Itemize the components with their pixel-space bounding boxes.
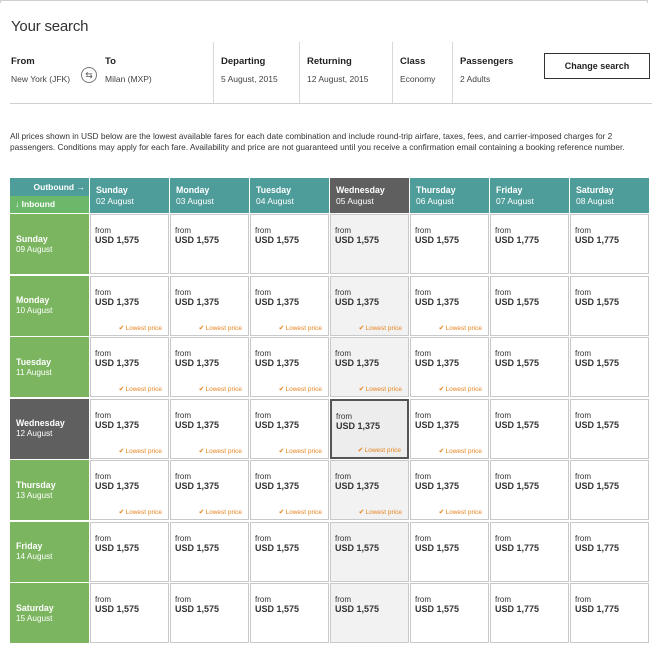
fare-price: USD 1,375: [415, 358, 460, 368]
fare-cell[interactable]: [330, 522, 409, 582]
fare-cell[interactable]: [490, 214, 569, 274]
fare-cell[interactable]: [330, 214, 409, 274]
row-day: Friday: [16, 541, 43, 551]
checkmark-icon: ✔: [198, 324, 205, 332]
from-text: from: [95, 410, 111, 420]
from-text: from: [255, 533, 271, 543]
from-text: from: [575, 410, 591, 420]
from-text: from: [575, 349, 591, 358]
checkmark-icon: ✔: [358, 324, 365, 332]
fare-price: USD 1,575: [175, 542, 220, 553]
row-day: Monday: [16, 295, 50, 305]
from-text: from: [335, 533, 351, 543]
inbound-date-header: [10, 337, 89, 397]
fare-cell[interactable]: [570, 337, 649, 397]
header-day: Wednesday: [336, 185, 385, 195]
from-text: from: [415, 595, 431, 604]
from-text: from: [175, 533, 191, 543]
inbound-label: ↓ Inbound: [10, 196, 89, 213]
fare-price: USD 1,575: [95, 235, 140, 245]
fare-cell[interactable]: [90, 214, 169, 274]
fare-cell[interactable]: [410, 276, 489, 336]
lowest-price-badge: [439, 385, 482, 393]
lowest-price-label: Lowest price: [365, 386, 402, 393]
from-text: from: [575, 533, 591, 543]
fare-price: USD 1,375: [335, 296, 380, 307]
from-text: from: [575, 226, 591, 235]
checkmark-icon: ✔: [438, 386, 445, 393]
fare-cell[interactable]: [90, 337, 169, 397]
fare-price: USD 1,575: [95, 604, 140, 614]
divider: [392, 42, 393, 104]
fare-price: USD 1,775: [575, 542, 620, 553]
lowest-price-badge: [119, 508, 162, 516]
checkmark-icon: ✔: [198, 447, 205, 455]
fare-price: USD 1,775: [575, 604, 620, 614]
lowest-price-badge: [439, 324, 482, 332]
fare-price: USD 1,375: [95, 296, 140, 307]
lowest-price-label: Lowest price: [365, 509, 402, 516]
header-day: Monday: [176, 185, 210, 195]
lowest-price-badge: [358, 446, 401, 454]
from-text: from: [175, 226, 191, 235]
from-text: from: [175, 595, 191, 604]
from-text: from: [335, 595, 351, 604]
fare-cell[interactable]: [250, 214, 329, 274]
to-label: To: [105, 56, 116, 67]
from-text: from: [575, 287, 591, 297]
fare-price: USD 1,375: [255, 296, 300, 307]
lowest-price-label: Lowest price: [285, 386, 322, 393]
checkmark-icon: ✔: [198, 386, 205, 393]
fare-price: USD 1,575: [255, 604, 300, 614]
from-text: from: [495, 349, 511, 358]
from-text: from: [95, 226, 111, 235]
checkmark-icon: ✔: [118, 324, 125, 332]
lowest-price-label: Lowest price: [364, 446, 401, 454]
change-search-button[interactable]: Change search: [544, 53, 650, 79]
header-day: Thursday: [416, 185, 456, 195]
fare-price: USD 1,575: [255, 542, 300, 553]
header-date: 03 August: [176, 196, 214, 206]
outbound-date-header: [570, 178, 649, 213]
passengers-label: Passengers: [460, 56, 514, 67]
fare-cell[interactable]: [570, 214, 649, 274]
fare-cell[interactable]: [170, 460, 249, 520]
fare-price: USD 1,775: [495, 235, 540, 245]
fare-price: USD 1,575: [175, 604, 220, 614]
fare-price: USD 1,375: [336, 420, 381, 431]
fare-cell[interactable]: [490, 399, 569, 459]
fare-cell[interactable]: [410, 399, 489, 459]
departing-label: Departing: [221, 56, 266, 67]
fare-cell[interactable]: [490, 337, 569, 397]
from-text: from: [575, 472, 591, 481]
from-text: from: [415, 410, 431, 420]
fare-cell[interactable]: [570, 276, 649, 336]
from-text: from: [255, 349, 271, 358]
lowest-price-label: Lowest price: [205, 386, 242, 393]
lowest-price-label: Lowest price: [125, 386, 162, 393]
fare-cell[interactable]: [250, 337, 329, 397]
grid-corner: [10, 178, 89, 213]
lowest-price-label: Lowest price: [125, 324, 162, 332]
frame-left-edge: [0, 0, 1, 3]
fare-price: USD 1,575: [415, 542, 460, 553]
fare-cell[interactable]: [170, 399, 249, 459]
lowest-price-label: Lowest price: [365, 324, 402, 332]
fare-price: USD 1,375: [175, 419, 220, 430]
fare-price: USD 1,575: [335, 542, 380, 553]
fare-cell[interactable]: [250, 399, 329, 459]
fare-cell[interactable]: [410, 583, 489, 643]
fare-price: USD 1,575: [495, 296, 540, 307]
from-text: from: [175, 349, 191, 358]
lowest-price-label: Lowest price: [205, 324, 242, 332]
from-text: from: [255, 472, 271, 481]
top-border: [0, 0, 648, 1]
checkmark-icon: ✔: [198, 509, 205, 516]
fare-price: USD 1,575: [575, 296, 620, 307]
lowest-price-label: Lowest price: [445, 447, 482, 455]
checkmark-icon: ✔: [278, 324, 285, 332]
inbound-date-header: [10, 583, 89, 643]
lowest-price-label: Lowest price: [205, 447, 242, 455]
fare-cell[interactable]: [170, 214, 249, 274]
header-date: 02 August: [96, 196, 134, 206]
fare-price: USD 1,375: [255, 358, 300, 368]
class-label: Class: [400, 56, 426, 67]
fare-price: USD 1,575: [335, 235, 380, 245]
from-text: from: [415, 472, 431, 481]
fare-cell[interactable]: [170, 522, 249, 582]
class-value: Economy: [400, 74, 436, 84]
from-text: from: [495, 533, 511, 543]
checkmark-icon: ✔: [118, 386, 125, 393]
lowest-price-badge: [279, 324, 322, 332]
lowest-price-badge: [359, 385, 402, 393]
inbound-date-header: [10, 214, 89, 274]
fare-price: USD 1,575: [495, 481, 540, 491]
lowest-price-badge: [439, 508, 482, 516]
row-date: 11 August: [16, 367, 52, 377]
fare-cell[interactable]: [410, 337, 489, 397]
fare-cell[interactable]: [250, 583, 329, 643]
checkmark-icon: ✔: [358, 509, 365, 516]
lowest-price-badge: [439, 447, 482, 455]
fare-cell[interactable]: [490, 460, 569, 520]
fare-cell[interactable]: [330, 337, 409, 397]
divider: [452, 42, 453, 104]
lowest-price-label: Lowest price: [125, 509, 162, 516]
fare-cell[interactable]: [250, 276, 329, 336]
fare-price: USD 1,375: [95, 481, 140, 491]
fare-price: USD 1,375: [175, 296, 220, 307]
from-text: from: [95, 595, 111, 604]
lowest-price-badge: [199, 324, 242, 332]
row-day: Wednesday: [16, 418, 65, 428]
fare-price: USD 1,575: [575, 358, 620, 368]
header-day: Friday: [496, 185, 523, 195]
fare-price: USD 1,575: [255, 235, 300, 245]
from-label: From: [11, 56, 35, 67]
from-text: from: [335, 287, 351, 297]
header-day: Sunday: [96, 185, 128, 195]
fare-cell[interactable]: [570, 522, 649, 582]
checkmark-icon: ✔: [438, 324, 445, 332]
fare-price: USD 1,575: [415, 235, 460, 245]
from-text: from: [95, 533, 111, 543]
fare-price: USD 1,575: [335, 604, 380, 614]
fare-cell[interactable]: [570, 399, 649, 459]
fare-price: USD 1,375: [175, 481, 220, 491]
fare-cell[interactable]: [490, 583, 569, 643]
fare-price: USD 1,375: [335, 358, 380, 368]
fare-cell[interactable]: [330, 583, 409, 643]
lowest-price-label: Lowest price: [125, 447, 162, 455]
row-day: Tuesday: [16, 356, 52, 367]
fare-price: USD 1,575: [495, 419, 540, 430]
fare-cell[interactable]: [90, 460, 169, 520]
lowest-price-badge: [279, 447, 322, 455]
inbound-date-header: [10, 460, 89, 520]
lowest-price-label: Lowest price: [205, 509, 242, 516]
from-text: from: [255, 410, 271, 420]
checkmark-icon: ✔: [438, 447, 445, 455]
from-text: from: [575, 595, 591, 604]
lowest-price-badge: [199, 385, 242, 393]
from-text: from: [95, 349, 111, 358]
checkmark-icon: ✔: [438, 509, 445, 516]
fare-cell[interactable]: [170, 276, 249, 336]
fare-cell[interactable]: [170, 337, 249, 397]
header-date: 05 August: [336, 196, 374, 206]
outbound-date-header: [90, 178, 169, 213]
checkmark-icon: ✔: [278, 509, 285, 516]
fare-cell[interactable]: [490, 522, 569, 582]
fare-cell[interactable]: [330, 399, 409, 459]
row-date: 13 August: [16, 490, 53, 500]
fare-cell[interactable]: [410, 460, 489, 520]
fare-price: USD 1,375: [95, 419, 140, 430]
from-text: from: [495, 226, 511, 235]
from-text: from: [175, 472, 191, 481]
fare-price: USD 1,375: [415, 296, 460, 307]
from-text: from: [415, 226, 431, 235]
lowest-price-label: Lowest price: [445, 509, 482, 516]
fare-cell[interactable]: [410, 522, 489, 582]
lowest-price-badge: [279, 508, 322, 516]
from-value: New York (JFK): [11, 74, 71, 84]
from-text: from: [255, 226, 271, 235]
fare-price: USD 1,575: [415, 604, 460, 614]
header-date: 06 August: [416, 196, 454, 206]
fare-cell[interactable]: [330, 460, 409, 520]
lowest-price-label: Lowest price: [285, 509, 322, 516]
lowest-price-badge: [119, 324, 162, 332]
from-text: from: [335, 472, 351, 481]
from-text: from: [255, 595, 271, 604]
from-text: from: [495, 472, 511, 481]
lowest-price-badge: [279, 385, 322, 393]
fare-cell[interactable]: [410, 214, 489, 274]
row-date: 15 August: [16, 613, 53, 623]
fare-price: USD 1,375: [415, 419, 460, 430]
header-date: 08 August: [576, 196, 614, 206]
fare-cell[interactable]: [570, 583, 649, 643]
frame-right-edge: [647, 0, 648, 3]
fare-price: USD 1,375: [255, 481, 300, 491]
fare-price: USD 1,375: [335, 481, 380, 491]
header-date: 07 August: [496, 196, 534, 206]
fare-price: USD 1,575: [575, 481, 620, 491]
from-text: from: [495, 595, 511, 604]
lowest-price-label: Lowest price: [285, 447, 322, 455]
row-date: 09 August: [16, 244, 53, 254]
fare-cell[interactable]: [90, 522, 169, 582]
checkmark-icon: ✔: [358, 386, 365, 393]
lowest-price-badge: [119, 385, 162, 393]
from-text: from: [415, 287, 431, 297]
fare-price: USD 1,575: [495, 358, 540, 368]
outbound-date-header: [250, 178, 329, 213]
passengers-value: 2 Adults: [460, 74, 491, 84]
checkmark-icon: ✔: [118, 447, 125, 455]
outbound-label: Outbound →: [33, 182, 85, 192]
returning-value: 12 August, 2015: [307, 74, 369, 84]
fare-price: USD 1,375: [255, 419, 300, 430]
from-text: from: [175, 287, 191, 297]
fare-cell[interactable]: [250, 460, 329, 520]
to-value: Milan (MXP): [105, 74, 152, 84]
lowest-price-badge: [359, 324, 402, 332]
outbound-date-header: [410, 178, 489, 213]
fare-price: USD 1,775: [495, 604, 540, 614]
fare-price: USD 1,375: [415, 481, 460, 491]
checkmark-icon: ✔: [118, 509, 125, 516]
fare-cell[interactable]: [490, 276, 569, 336]
fare-cell[interactable]: [250, 522, 329, 582]
lowest-price-label: Lowest price: [445, 386, 482, 393]
from-text: from: [255, 287, 271, 297]
lowest-price-label: Lowest price: [285, 324, 322, 332]
fare-cell[interactable]: [90, 399, 169, 459]
from-text: from: [95, 472, 111, 481]
price-disclaimer: All prices shown in USD below are the lowest available fares for each date combination and include round-trip airfare, taxes, fees, and carrier-imposed charges for 2 passengers. Conditions may apply for each fare. Availability and price are not guaranteed until you receive a confirmation email containing a booking reference number.: [10, 131, 625, 153]
from-text: from: [95, 287, 111, 297]
fare-cell[interactable]: [90, 276, 169, 336]
fare-price: USD 1,375: [95, 358, 140, 368]
header-date: 04 August: [256, 196, 294, 206]
inbound-date-header: [10, 522, 89, 582]
fare-price: USD 1,575: [575, 419, 620, 430]
fare-cell[interactable]: [330, 276, 409, 336]
lowest-price-badge: [359, 508, 402, 516]
from-text: from: [175, 410, 191, 420]
swap-icon[interactable]: ⇆: [81, 67, 97, 83]
outbound-date-header: [170, 178, 249, 213]
row-day: Saturday: [16, 602, 54, 613]
fare-price: USD 1,375: [175, 358, 220, 368]
checkmark-icon: ✔: [278, 447, 285, 455]
from-text: from: [335, 349, 351, 358]
fare-price: USD 1,575: [95, 542, 140, 553]
divider: [213, 42, 214, 104]
divider: [299, 42, 300, 104]
fare-price: USD 1,775: [495, 542, 540, 553]
row-day: Sunday: [16, 233, 48, 244]
row-day: Thursday: [16, 479, 56, 490]
checkmark-icon: ✔: [357, 446, 364, 454]
inbound-date-header: [10, 399, 89, 459]
from-text: from: [495, 410, 511, 420]
from-text: from: [335, 226, 351, 235]
lowest-price-badge: [199, 447, 242, 455]
lowest-price-label: Lowest price: [445, 324, 482, 332]
fare-cell[interactable]: [170, 583, 249, 643]
row-date: 12 August: [16, 429, 53, 438]
inbound-date-header: [10, 276, 89, 336]
returning-label: Returning: [307, 56, 352, 67]
from-text: from: [495, 287, 511, 297]
from-text: from: [336, 411, 352, 421]
fare-price: USD 1,775: [575, 235, 620, 245]
header-day: Tuesday: [256, 185, 292, 195]
lowest-price-badge: [119, 447, 162, 455]
from-text: from: [415, 533, 431, 543]
fare-cell[interactable]: [90, 583, 169, 643]
fare-cell[interactable]: [570, 460, 649, 520]
lowest-price-badge: [199, 508, 242, 516]
from-text: from: [415, 349, 431, 358]
fare-price: USD 1,575: [175, 235, 220, 245]
checkmark-icon: ✔: [278, 386, 285, 393]
outbound-date-header: [490, 178, 569, 213]
row-date: 14 August: [16, 552, 53, 561]
row-date: 10 August: [16, 306, 53, 315]
header-day: Saturday: [576, 185, 614, 195]
page-title: Your search: [11, 18, 89, 35]
divider: [10, 103, 652, 104]
departing-value: 5 August, 2015: [221, 74, 278, 84]
outbound-date-header: [330, 178, 409, 213]
